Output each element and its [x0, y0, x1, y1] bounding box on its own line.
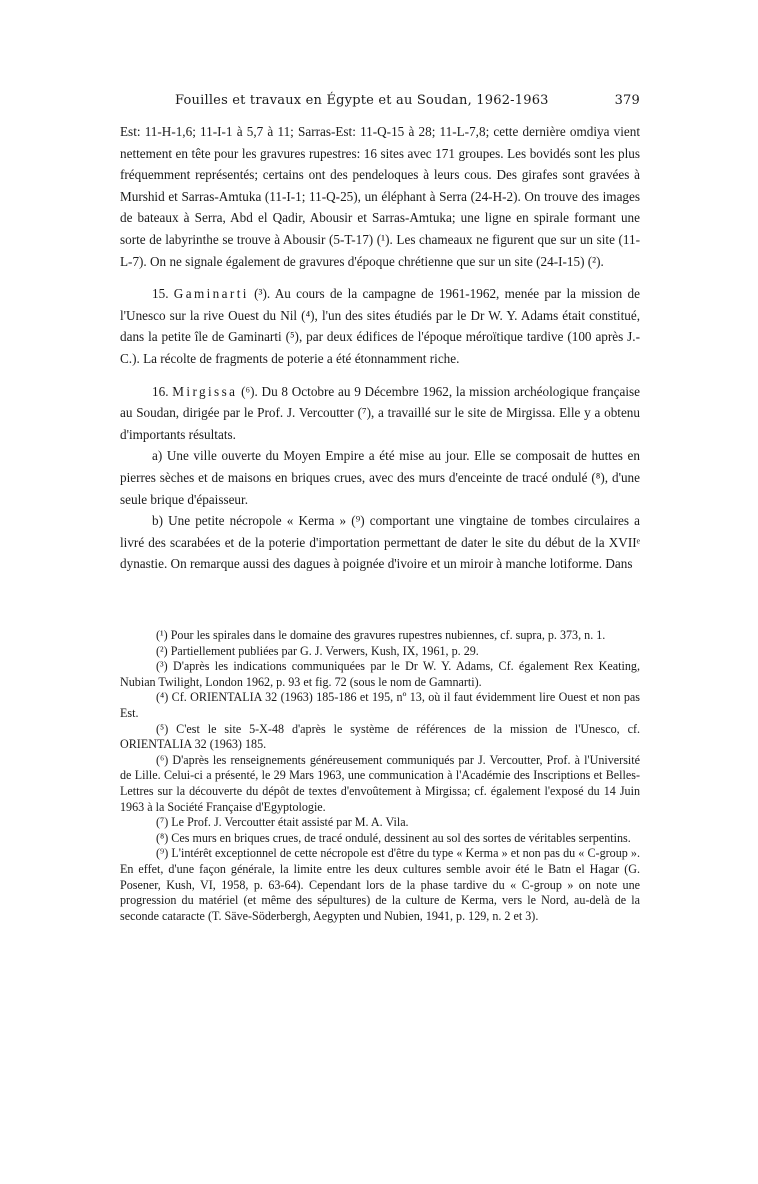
section-16-number: 16.: [152, 383, 169, 399]
footnote-6: (⁶) D'après les renseignements généreusement communiqués par J. Vercoutter, Prof. à l'Université de Lille. Celui-ci a présenté, le 29 Mars 1963, une communication à l'Académie des Inscriptions et Belles-Lettres sur la découverte du dépôt de textes d'envoûtement à Mirgissa; cf. également l'exposé du 14 Juin 1963 à la Société Française d'Egyptologie.: [120, 752, 640, 814]
running-head-title: Fouilles et travaux en Égypte et au Soudan, 1962-1963: [175, 93, 549, 108]
section-16-item-b: b) Une petite nécropole « Kerma » (⁹) comportant une vingtaine de tombes circulaires a livré des scarabées et de la poterie d'importation permettant de dater le site du début de la XVIIᵉ dynastie. On remarque aussi des dagues à poignée d'ivoire et un miroir à manche lotiforme. Dans: [120, 513, 640, 572]
main-text: [120, 121, 640, 575]
footnotes: [120, 628, 640, 924]
section-16-title: Mirgissa: [172, 383, 238, 399]
section-15-title: Gaminarti: [173, 286, 249, 302]
section-15-paragraph: [120, 283, 640, 369]
footnote-2: (²) Partiellement publiées par G. J. Verwers, Kush, IX, 1961, p. 29.: [156, 643, 479, 658]
footnote-5: (⁵) C'est le site 5-X-48 d'après le système de références de la mission de l'Unesco, cf. ORIENTALIA 32 (1963) 185.: [120, 721, 640, 752]
running-head: [175, 93, 640, 113]
footnote-3: (³) D'après les indications communiquées par le Dr W. Y. Adams, Cf. également Rex Keating, Nubian Twilight, London 1962, p. 93 et fig. 72 (sous le nom de Gamnarti).: [120, 659, 640, 689]
footnote-8: (⁸) Ces murs en briques crues, de tracé ondulé, dessinent au sol des sortes de véritables serpentins.: [156, 830, 631, 845]
section-15-text: (³). Au cours de la campagne de 1961-1962, menée par la mission de l'Unesco sur la rive Ouest du Nil (⁴), l'un des sites étudiés par le Dr W. Y. Adams était constitué, dans la petite île de Gaminarti (⁵), par deux édifices de l'époque méroïtique tardive (100 après J.-C.). La récolte de fragments de poterie a été étonnamment riche.: [120, 286, 640, 366]
section-15-number: 15.: [152, 286, 169, 302]
section-16-paragraph: [120, 381, 640, 446]
footnote-9: (⁹) L'intérêt exceptionnel de cette nécropole est d'être du type « Kerma » et non pas du « C-group ». En effet, d'une façon générale, la limite entre les deux cultures semble avoir été le Batn el Hagar (G. Posener, Kush, VI, 1958, p. 63-64). Cependant lors de la phase tardive du « C-group » on note une progression du matériel (et même des sépultures) de la culture de Kerma, vers le Nord, au-delà de la seconde cataracte (T. Säve-Söderbergh, Aegypten und Nubien, 1941, p. 129, n. 2 et 3).: [120, 846, 640, 923]
footnote-7: (⁷) Le Prof. J. Vercoutter était assisté par M. A. Vila.: [156, 815, 409, 830]
footnote-4: (⁴) Cf. ORIENTALIA 32 (1963) 185-186 et 195, nº 13, où il faut évidemment lire Ouest et non pas Est.: [120, 690, 640, 720]
footnote-1: (¹) Pour les spirales dans le domaine des gravures rupestres nubiennes, cf. supra, p. 373, n. 1.: [156, 628, 606, 642]
section-16-item-a: a) Une ville ouverte du Moyen Empire a été mise au jour. Elle se composait de huttes en pierres sèches et de maisons en briques crues, avec des murs d'enceinte de tracé ondulé (⁸), d'une seule brique d'épaisseur.: [120, 448, 640, 507]
paragraph-continued: Est: 11-H-1,6; 11-I-1 à 5,7 à 11; Sarras-Est: 11-Q-15 à 28; 11-L-7,8; cette dernière omdiya vient nettement en tête pour les gravures rupestres: 16 sites avec 171 groupes. Les bovidés sont les plus fréquemment représentés; certains ont des pendeloques à leurs cous. Des girafes sont gravées à Murshid et Sarras-Amtuka (11-I-1; 11-Q-25), un éléphant à Serra (24-H-2). On trouve des images de bateaux à Serra, Abd el Qadir, Abousir et Sarras-Amtuka; une ligne en spirale formant une sorte de labyrinthe se trouve à Abousir (5-T-17) (¹). Les chameaux ne figurent que sur un site (11-L-7). On ne signale également de gravures d'époque chrétienne que sur un site (24-I-15) (²).: [120, 124, 640, 269]
section-16-text: (⁶). Du 8 Octobre au 9 Décembre 1962, la mission archéologique française au Soudan, dirigée par le Prof. J. Vercoutter (⁷), a travaillé sur le site de Mirgissa. Elle y a obtenu d'importants résultats.: [120, 383, 641, 442]
page-number: 379: [614, 93, 640, 108]
